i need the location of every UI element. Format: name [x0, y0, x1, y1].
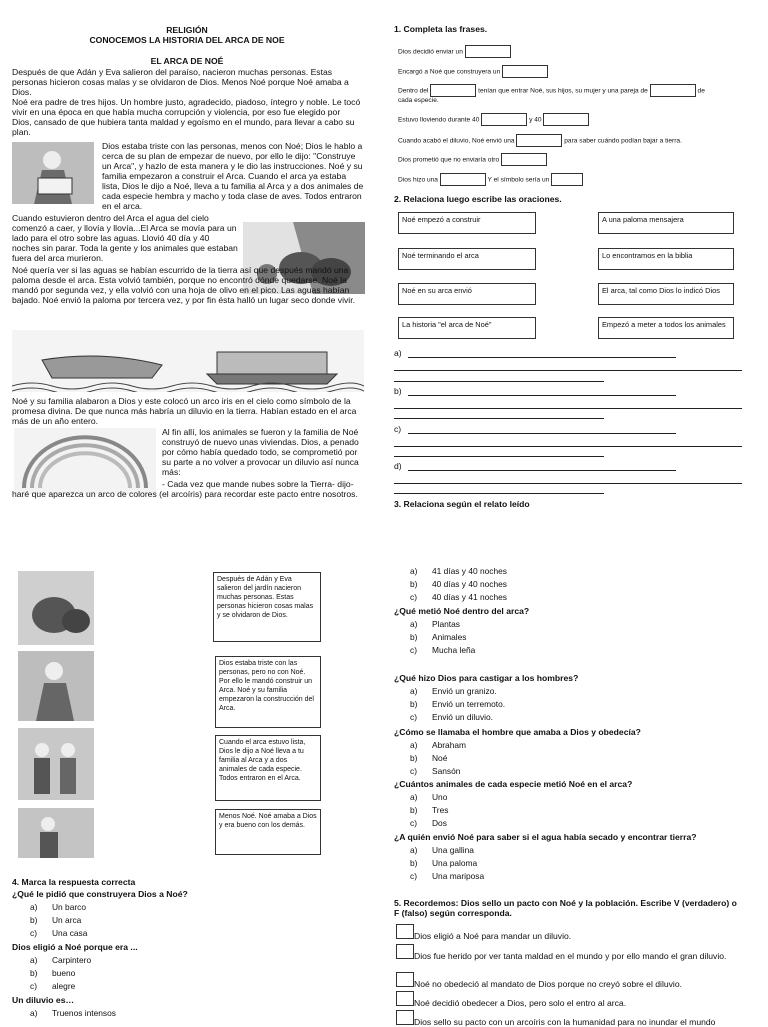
q1-line-3 [398, 84, 748, 105]
answer-line[interactable] [394, 381, 604, 382]
q4-option[interactable] [410, 870, 484, 883]
option-text: Un barco [52, 902, 86, 912]
q2-right-item[interactable]: El arca, tal como Dios lo indicó Dios [598, 283, 734, 305]
q2-letter: b) [394, 386, 402, 396]
q4-option[interactable] [410, 631, 466, 644]
q3-image-building[interactable] [18, 808, 94, 858]
q1-text: Dentro del [398, 87, 429, 95]
q4-option[interactable] [30, 1007, 116, 1020]
q2-title: 2. Relaciona luego escribe las oraciones. [394, 194, 562, 204]
q1-blank-7[interactable] [516, 134, 562, 147]
q4-title: 4. Marca la respuesta correcta [12, 877, 136, 887]
answer-line[interactable] [394, 370, 742, 371]
option-letter: c) [410, 592, 417, 602]
option-text: alegre [52, 981, 76, 991]
q4-question: ¿A quién envió Noé para saber si el agua había secado y encontrar tierra? [394, 832, 697, 842]
option-text: 40 días y 41 noches [432, 592, 507, 602]
q1-blank-10[interactable] [551, 173, 583, 186]
q2-left-item[interactable]: La historia "el arca de Noé" [398, 317, 536, 339]
story-paragraph: Noé y su familia alabaron a Dios y este colocó un arco iris en el cielo como símbolo de la promesa divina. De que nunca más habría un diluvio en la tierra. Habían estado en el arca más de un año entero. [12, 396, 357, 426]
option-letter: b) [410, 753, 418, 763]
option-letter: b) [30, 968, 38, 978]
story-paragraph: Cuando estuvieron dentro del Arca el agua del cielo comenzó a caer, y llovía y llovía...El Arca se movía para un lado para el otro sobre las aguas. Llovió 40 día y 40 noches sin parar. Toda la gente y los animales que estaban fuera del arca murieron. [12, 213, 238, 263]
option-text: Abraham [432, 740, 466, 750]
q1-line-4 [398, 113, 589, 126]
option-text: Sansón [432, 766, 461, 776]
option-letter: c) [30, 928, 37, 938]
q1-line-2 [398, 65, 548, 78]
q4-option[interactable] [30, 914, 81, 927]
people-icon [18, 728, 94, 800]
q3-story-box[interactable]: Cuando el arca estuvo lista, Dios le dijo a Noé lleva a tu familia al Arca y a dos animales de cada especie. Todos entraron en el Arca. [215, 735, 321, 801]
q1-text: y 40 [529, 116, 542, 124]
option-text: Truenos intensos [52, 1008, 116, 1018]
option-letter: b) [30, 915, 38, 925]
option-text: Animales [432, 632, 467, 642]
q2-right-item[interactable]: Empezó a meter a todos los animales [598, 317, 734, 339]
q3-image-noah[interactable] [18, 651, 94, 721]
q1-text: Estuvo lloviendo durante 40 [398, 116, 480, 124]
q4-option[interactable] [30, 980, 75, 993]
option-letter: c) [410, 871, 417, 881]
q4-option[interactable] [410, 791, 447, 804]
q3-story-box[interactable]: Menos Noé. Noé amaba a Dios y era bueno con los demás. [215, 809, 321, 855]
option-text: Envió un diluvio. [432, 712, 493, 722]
option-text: Envió un granizo. [432, 686, 497, 696]
option-text: Dos [432, 818, 447, 828]
option-text: Uno [432, 792, 448, 802]
option-letter: c) [410, 712, 417, 722]
q5-answer-box[interactable] [396, 924, 414, 939]
option-text: Tres [432, 805, 449, 815]
q4-question: ¿Qué hizo Dios para castigar a los hombres? [394, 673, 579, 683]
q2-right-item[interactable]: Lo encontramos en la biblia [598, 248, 734, 270]
answer-line[interactable] [394, 418, 604, 419]
q1-text: Encargó a Noé que construyera un [398, 68, 501, 76]
q4-option[interactable] [30, 927, 87, 940]
q1-line-1 [398, 45, 511, 58]
option-letter: a) [410, 619, 418, 629]
subject-heading: RELIGIÓN [166, 25, 208, 35]
option-letter: b) [410, 579, 418, 589]
elephants-icon [18, 571, 94, 645]
q4-option[interactable] [410, 565, 507, 578]
story-paragraph: - Cada vez que mande nubes sobre la Tierra- dijo- haré que aparezca un arco de colores (el arcoíris) para recordar este pacto entre nosotros. [12, 479, 358, 499]
q4-question: Un diluvio es… [12, 995, 75, 1005]
option-text: Una casa [52, 928, 88, 938]
noah-icon [18, 651, 94, 721]
q4-option[interactable] [410, 817, 447, 830]
answer-line[interactable] [394, 493, 604, 494]
q1-text: Dios hizo una [398, 176, 438, 184]
q5-title: 5. Recordemos: Dios sello un pacto con Noé y la población. Escribe V (verdadero) o F (falso) según corresponda. [394, 898, 737, 918]
option-text: Una paloma [432, 858, 478, 868]
q4-option[interactable] [410, 739, 466, 752]
answer-line[interactable] [394, 456, 604, 457]
q4-option[interactable] [410, 752, 447, 765]
q1-blank-8[interactable] [501, 153, 547, 166]
answer-line[interactable] [408, 433, 676, 434]
option-letter: b) [410, 805, 418, 815]
page-title: CONOCEMOS LA HISTORIA DEL ARCA DE NOE [89, 35, 285, 45]
option-letter: a) [410, 792, 418, 802]
ark-on-water-illustration [12, 330, 364, 392]
option-letter: b) [410, 858, 418, 868]
q1-text: Dios decidió enviar un [398, 48, 463, 56]
option-text: Plantas [432, 619, 460, 629]
q4-option[interactable] [410, 578, 507, 591]
answer-line[interactable] [394, 483, 742, 484]
q1-blank-6[interactable] [543, 113, 589, 126]
noah-reading-icon [12, 142, 94, 204]
q5-answer-box[interactable] [396, 1010, 414, 1025]
q1-blank-9[interactable] [440, 173, 486, 186]
q4-question: ¿Qué le pidió que construyera Dios a Noé? [12, 889, 188, 899]
q3-title: 3. Relaciona según el relato leído [394, 499, 530, 509]
q4-option[interactable] [410, 591, 507, 604]
story-paragraph: Al fin allí, los animales se fueron y la familia de Noé construyó de nuevo unas viviendas. Dios, a penado por cómo había quedado todo, se comprometió por su parte a no volver a provocar un diluvio así nunca más: [162, 427, 359, 477]
q1-text: Dios prometió que no enviaría otro [398, 156, 500, 164]
q1-blank-2[interactable] [502, 65, 548, 78]
q2-left-item[interactable]: Noé terminando el arca [398, 248, 536, 270]
q4-question: ¿Qué metió Noé dentro del arca? [394, 606, 530, 616]
option-letter: c) [30, 981, 37, 991]
ark-icon [12, 330, 364, 392]
option-text: Un arca [52, 915, 82, 925]
option-letter: c) [410, 766, 417, 776]
q1-text: cada especie. [398, 97, 439, 104]
option-text: Mucha leña [432, 645, 476, 655]
option-letter: a) [30, 1008, 38, 1018]
q4-option[interactable] [410, 765, 460, 778]
q2-letter: c) [394, 424, 402, 434]
q1-text: Y el símbolo sería un [487, 176, 550, 184]
answer-line[interactable] [408, 470, 676, 471]
q2-left-item[interactable]: Noé empezó a construir [398, 212, 536, 234]
answer-line[interactable] [408, 395, 676, 396]
q2-letter: d) [394, 461, 402, 471]
story-paragraph: Noé era padre de tres hijos. Un hombre justo, agradecido, piadoso, íntegro y noble. Le tocó vivir en una época en que había mucha corrupción y violencia, por eso fue elegido por Dios, cansado de que hubiera tanta maldad y egoísmo en el mundo, para llevar a cabo su plan. [12, 97, 361, 137]
q4-option[interactable] [30, 954, 91, 967]
q4-option[interactable] [410, 804, 448, 817]
option-letter: a) [30, 902, 38, 912]
q1-blank-3[interactable] [430, 84, 476, 97]
q3-image-people[interactable] [18, 728, 94, 800]
option-text: Carpintero [52, 955, 92, 965]
option-text: Una gallina [432, 845, 474, 855]
q2-left-item[interactable]: Noé en su arca envió [398, 283, 536, 305]
q1-blank-1[interactable] [465, 45, 511, 58]
option-letter: c) [410, 818, 417, 828]
answer-line[interactable] [394, 446, 742, 447]
q5-answer-box[interactable] [396, 972, 414, 987]
option-letter: a) [410, 686, 418, 696]
option-letter: b) [410, 699, 418, 709]
q4-option[interactable] [410, 698, 505, 711]
q3-story-box[interactable]: Después de Adán y Eva salieron del jardín nacieron muchas personas. Estas personas hicieron cosas malas y se olvidaron de Dios. [213, 572, 321, 642]
option-letter: c) [410, 645, 417, 655]
q2-letter: a) [394, 348, 402, 358]
story-paragraph: Después de que Adán y Eva salieron del paraíso, nacieron muchas personas. Estas personas hicieron cosas malas y se olvidaron de Dios. Menos Noé porque Noé amaba a Dios. [12, 67, 349, 97]
q1-line-5 [398, 134, 682, 147]
q5-statement: Noé decidió obedecer a Dios, pero solo el entro al arca. [414, 998, 627, 1008]
q4-question: ¿Cómo se llamaba el hombre que amaba a Dios y obedecía? [394, 727, 641, 737]
option-text: bueno [52, 968, 76, 978]
story-paragraph: Noé quería ver si las aguas se habían escurrido de la tierra así que después mandó una paloma desde el arca. Esta volvió también, porque no encontró dónde quedarse. Noé la mandó por segunda vez, y ella volvió con una hoja de olivo en el pico. Las aguas habían bajado. Noé envió la paloma por tercera vez, y por fin ésta halló un lugar seco donde vivir. [12, 265, 355, 305]
q1-text: para saber cuándo podían bajar a tierra. [564, 137, 682, 145]
story-paragraph: Dios estaba triste con las personas, menos con Noé; Dios le hablo a cerca de su plan de empezar de nuevo, por ello le dijo: "Construye un Arca", y hazlo de esta manera y le dio las instrucciones. Noé y su familia empezaron a construir el Arca. Cuando el arca ya estaba lista, Dios le dijo a Noé, lleva a tu familia al Arca y a dos animales de cada especie hembra y macho y toda clase de aves. Todos entraron en el arca. [102, 141, 364, 211]
q3-image-animals[interactable] [18, 571, 94, 645]
q4-option[interactable] [410, 711, 493, 724]
answer-line[interactable] [408, 357, 676, 358]
q1-line-7 [398, 173, 583, 186]
q2-right-item[interactable]: A una paloma mensajera [598, 212, 734, 234]
q5-answer-box[interactable] [396, 991, 414, 1006]
option-letter: a) [410, 845, 418, 855]
option-letter: a) [30, 955, 38, 965]
q1-line-6 [398, 153, 547, 166]
q4-option[interactable] [410, 844, 474, 857]
q4-option[interactable] [30, 967, 75, 980]
q1-text: tenían que entrar Noé, sus hijos, su mujer y una pareja de [478, 87, 648, 95]
option-text: 40 días y 40 noches [432, 579, 507, 589]
building-icon [18, 808, 94, 858]
q5-statement: Dios eligió a Noé para mandar un diluvio. [414, 931, 572, 941]
q1-text: de [697, 87, 705, 95]
q4-question: ¿Cuántos animales de cada especie metió Noé en el arca? [394, 779, 633, 789]
option-text: Envió un terremoto. [432, 699, 506, 709]
q5-statement: Noé no obedeció al mandato de Dios porque no creyó sobre el diluvio. [414, 979, 683, 989]
option-text: Una mariposa [432, 871, 485, 881]
option-letter: a) [410, 740, 418, 750]
option-text: 41 días y 40 noches [432, 566, 507, 576]
option-text: Noé [432, 753, 448, 763]
option-letter: b) [410, 632, 418, 642]
q4-option[interactable] [410, 644, 475, 657]
q1-blank-5[interactable] [481, 113, 527, 126]
q3-story-box[interactable]: Dios estaba triste con las personas, pero no con Noé. Por ello le mandó construir un Arca. Noé y su familia empezaron la construcción del Arca. [215, 656, 321, 728]
q4-question: Dios eligió a Noé porque era ... [12, 942, 138, 952]
q1-title: 1. Completa las frases. [394, 24, 488, 34]
q1-blank-4[interactable] [650, 84, 696, 97]
q5-statement: Dios sello su pacto con un arcoíris con la humanidad para no inundar el mundo [414, 1017, 716, 1027]
answer-line[interactable] [394, 408, 742, 409]
option-letter: a) [410, 566, 418, 576]
noah-reading-illustration [12, 142, 94, 204]
q4-option[interactable] [410, 618, 460, 631]
q4-option[interactable] [410, 685, 497, 698]
q1-text: Cuando acabó el diluvio, Noé envió una [398, 137, 515, 145]
q4-option[interactable] [410, 857, 477, 870]
q5-statement: Dios fue herido por ver tanta maldad en el mundo y por ello mando el gran diluvio. [414, 951, 727, 961]
q4-option[interactable] [30, 901, 86, 914]
story-title: EL ARCA DE NOÉ [150, 56, 224, 66]
